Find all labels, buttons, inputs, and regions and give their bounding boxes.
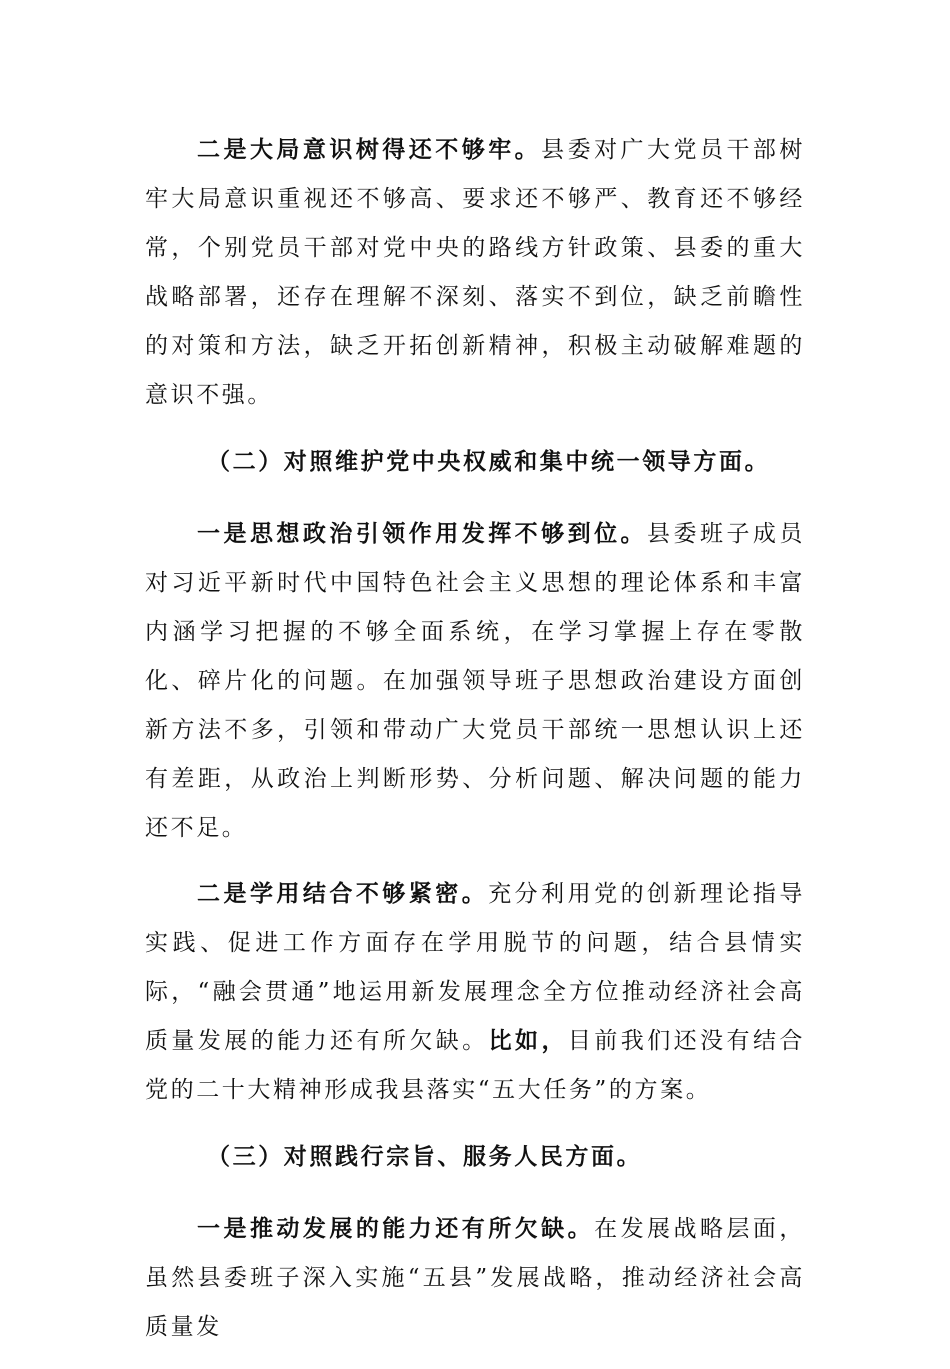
document-body <box>145 126 805 1369</box>
paragraph-development-ability <box>145 1205 805 1352</box>
section-heading-2: （二）对照维护党中央权威和集中统一领导方面。 <box>207 448 771 475</box>
paragraph-example-text: 目前我们还没有结合党的二十大精神形成我县落实“五大任务”的方案。 <box>145 1028 805 1103</box>
paragraph-text: 充分利用党的创新理论指导实践、促进工作方面存在学用脱节的问题，结合县情实际，“融会贯通”地运用新发展理念全方位推动经济社会高质量发展的能力还有所欠缺。 <box>145 881 805 1054</box>
paragraph-text: 县委班子成员对习近平新时代中国特色社会主义思想的理论体系和丰富内涵学习把握的不够全面系统，在学习掌握上存在零散化、碎片化的问题。在加强领导班子思想政治建设方面创新方法不多，引领和带动广大党员干部统一思想认识上还有差距，从政治上判断形势、分析问题、解决问题的能力还不足。 <box>145 521 805 841</box>
paragraph-text: 县委对广大党员干部树牢大局意识重视还不够高、要求还不够严、教育还不够经常，个别党员干部对党中央的路线方针政策、县委的重大战略部署，还存在理解不深刻、落实不到位，缺乏前瞻性的对策和方法，缺乏开拓创新精神，积极主动破解难题的意识不强。 <box>145 137 805 408</box>
paragraph-example-lead: 比如， <box>488 1028 568 1054</box>
paragraph-lead: 二是大局意识树得还不够牢。 <box>197 137 542 163</box>
paragraph-text: 在发展战略层面，虽然县委班子深入实施“五县”发展战略，推动经济社会高质量发 <box>145 1216 805 1340</box>
paragraph-lead: 二是学用结合不够紧密。 <box>197 881 489 907</box>
paragraph-lead: 一是推动发展的能力还有所欠缺。 <box>197 1216 595 1242</box>
paragraph-learning-application <box>145 870 805 1115</box>
paragraph-overall-awareness <box>145 126 805 420</box>
section-heading-3: （三）对照践行宗旨、服务人民方面。 <box>207 1143 643 1170</box>
paragraph-political-guidance <box>145 510 805 853</box>
paragraph-lead: 一是思想政治引领作用发挥不够到位。 <box>197 521 648 547</box>
